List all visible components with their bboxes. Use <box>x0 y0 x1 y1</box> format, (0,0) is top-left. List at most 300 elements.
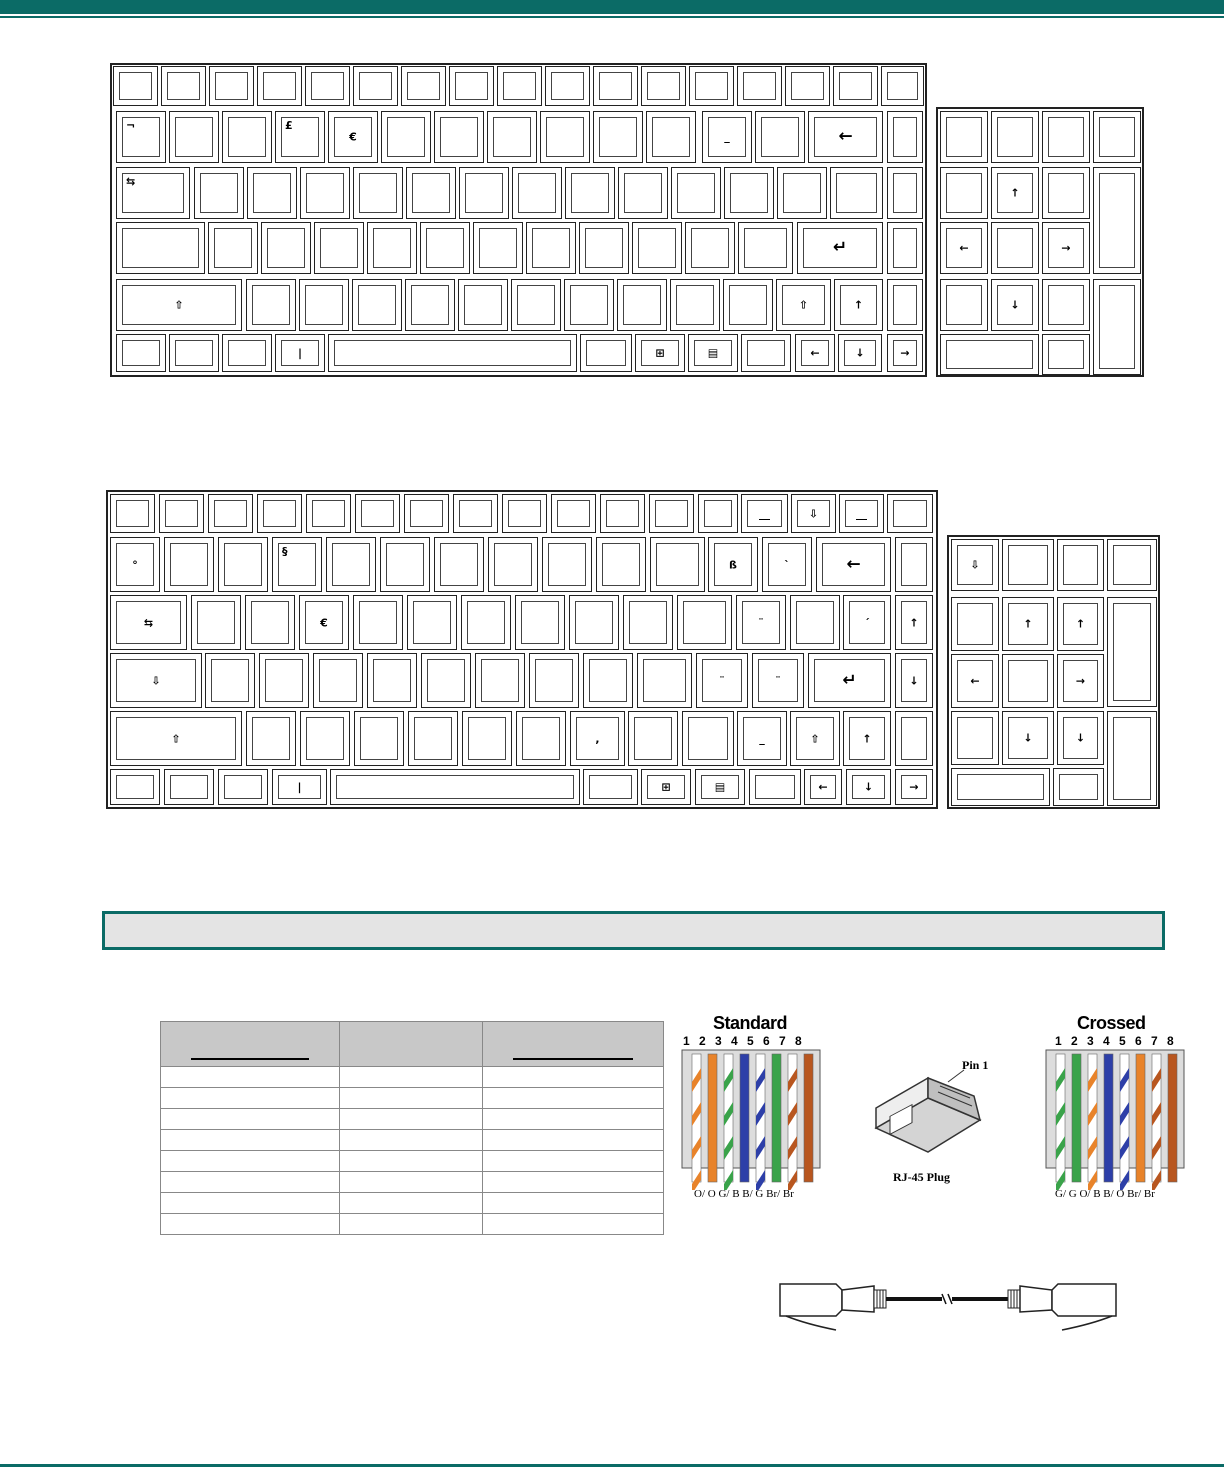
keyboard-1-key[interactable] <box>887 334 923 372</box>
keyboard-1-key[interactable] <box>405 279 455 331</box>
keyboard-2-key[interactable] <box>583 769 638 805</box>
keyboard-2-key[interactable] <box>164 537 214 592</box>
keyboard-2-key[interactable] <box>380 537 430 592</box>
keyboard-1-key-legend: € <box>349 130 357 144</box>
keyboard-1-key[interactable] <box>593 66 638 106</box>
keyboard-2-key[interactable] <box>110 537 160 592</box>
keyboard-1-key[interactable] <box>116 111 166 163</box>
keyboard-2-key[interactable] <box>354 711 404 766</box>
keyboard-1-key[interactable] <box>458 279 508 331</box>
keyboard-2-key[interactable] <box>110 653 202 708</box>
keyboard-1-key[interactable] <box>208 222 258 274</box>
keyboard-2-key[interactable] <box>516 711 566 766</box>
keyboard-1-key[interactable] <box>367 222 417 274</box>
keyboard-2-key[interactable] <box>816 537 891 592</box>
keyboard-2-key[interactable] <box>164 769 214 805</box>
keyboard-1-keypad-key[interactable] <box>1093 111 1141 163</box>
keyboard-2-key[interactable] <box>736 595 786 650</box>
keyboard-2-key-legend: __ <box>856 507 867 520</box>
keyboard-2-key[interactable] <box>272 769 327 805</box>
keyboard-2-key[interactable] <box>741 494 788 533</box>
keyboard-1-key[interactable] <box>169 334 219 372</box>
keyboard-2-key-legend: _ <box>759 732 765 745</box>
keyboard-1-key[interactable] <box>434 111 484 163</box>
keyboard-1-key[interactable] <box>169 111 219 163</box>
table-row <box>161 1067 664 1088</box>
standard-wire <box>788 1054 797 1190</box>
keyboard-1-key[interactable] <box>741 334 791 372</box>
keyboard-1-key[interactable] <box>838 334 882 372</box>
keyboard-2-key[interactable] <box>542 537 592 592</box>
keyboard-2-keypad-key[interactable] <box>1107 539 1157 591</box>
keyboard-1-keypad-key[interactable] <box>1093 167 1141 274</box>
standard-title: Standard <box>713 1013 788 1033</box>
keyboard-1-key[interactable] <box>314 222 364 274</box>
table-row <box>161 1109 664 1130</box>
keyboard-2-key[interactable] <box>839 494 884 533</box>
keyboard-1-key-legend: ↵ <box>832 237 848 258</box>
table-cell <box>161 1109 340 1130</box>
keyboard-2-key[interactable] <box>110 711 242 766</box>
keyboard-1-key[interactable] <box>617 279 667 331</box>
keyboard-1-key-legend: ⇧ <box>798 298 809 312</box>
keyboard-1-key[interactable] <box>785 66 830 106</box>
keyboard-2-keypad-key[interactable] <box>1002 711 1054 765</box>
table-cell <box>482 1193 663 1214</box>
keyboard-2-keypad-key[interactable] <box>1053 768 1104 806</box>
keyboard-2-key[interactable] <box>628 711 678 766</box>
keyboard-2-keypad-key[interactable] <box>1057 654 1104 708</box>
keyboard-2-key-legend: ¨ <box>775 674 781 687</box>
keyboard-2-key[interactable] <box>299 595 349 650</box>
keyboard-2-key[interactable] <box>246 711 296 766</box>
keyboard-1-key[interactable] <box>247 167 297 219</box>
keyboard-1-key[interactable] <box>565 167 615 219</box>
keyboard-1-key[interactable] <box>116 222 205 274</box>
keyboard-1-key[interactable] <box>299 279 349 331</box>
keyboard-1-key[interactable] <box>381 111 431 163</box>
keyboard-2-key[interactable] <box>257 494 302 533</box>
keyboard-2-key-legend: | <box>297 780 302 794</box>
keyboard-1-key[interactable] <box>833 66 878 106</box>
keyboard-1-keypad-key[interactable] <box>991 279 1039 331</box>
keyboard-2-key[interactable] <box>272 537 322 592</box>
table-cell <box>482 1067 663 1088</box>
keyboard-2-key[interactable] <box>453 494 498 533</box>
keyboard-2-key[interactable] <box>790 711 840 766</box>
keyboard-2-keypad-key[interactable] <box>1057 539 1104 591</box>
keyboard-2-key[interactable] <box>677 595 732 650</box>
keyboard-1-keypad-key[interactable] <box>1042 222 1090 274</box>
keyboard-1-keypad-key[interactable] <box>940 222 988 274</box>
keyboard-2-keypad-key[interactable] <box>1057 597 1104 651</box>
keyboard-1-key[interactable] <box>685 222 735 274</box>
table-cell <box>340 1151 482 1172</box>
keyboard-2-key[interactable] <box>708 537 758 592</box>
keyboard-2-key[interactable] <box>330 769 580 805</box>
keyboard-2-key[interactable] <box>551 494 596 533</box>
crossed-frame <box>1046 1050 1184 1168</box>
keyboard-1-key[interactable] <box>161 66 206 106</box>
keyboard-2-key[interactable] <box>682 711 734 766</box>
keyboard-2-keypad-key-legend: ↑ <box>1023 617 1033 631</box>
keyboard-2-key[interactable] <box>600 494 645 533</box>
keyboard-2-key[interactable] <box>488 537 538 592</box>
keyboard-1-key[interactable] <box>512 167 562 219</box>
pin1-label: Pin 1 <box>962 1058 989 1072</box>
keyboard-1-key[interactable] <box>353 66 398 106</box>
crossed-wire <box>1168 1054 1177 1182</box>
keyboard-2-key[interactable] <box>895 711 933 766</box>
keyboard-2-key[interactable] <box>502 494 547 533</box>
keyboard-2-key-legend: ← <box>846 554 861 574</box>
keyboard-2-key-legend: § <box>282 545 288 558</box>
keyboard-1-key[interactable] <box>300 167 350 219</box>
keyboard-2-keypad-key[interactable] <box>951 539 999 591</box>
keyboard-2-key[interactable] <box>623 595 673 650</box>
table-cell <box>482 1088 663 1109</box>
keyboard-1-key[interactable] <box>526 222 576 274</box>
keyboard-2-key-legend: ⊞ <box>661 780 671 794</box>
keyboard-1-key-legend: ← <box>838 126 853 147</box>
table-cell <box>340 1109 482 1130</box>
keyboard-1-key[interactable] <box>353 167 403 219</box>
keyboard-1-keypad-key[interactable] <box>940 279 988 331</box>
keyboard-2-key-legend: __ <box>759 507 770 520</box>
keyboard-2-keypad-key[interactable] <box>1107 711 1157 806</box>
rj45-plug-label: RJ-45 Plug <box>893 1170 950 1184</box>
keyboard-1-key[interactable] <box>275 334 325 372</box>
keyboard-1-key[interactable] <box>670 279 720 331</box>
keyboard-1-key[interactable] <box>887 167 923 219</box>
keyboard-2-keypad-key[interactable] <box>1057 711 1104 765</box>
keyboard-2-key[interactable] <box>110 494 155 533</box>
keyboard-2-key[interactable] <box>404 494 449 533</box>
keyboard-2-key-legend: ¨ <box>758 616 764 629</box>
keyboard-1-key[interactable] <box>564 279 614 331</box>
keyboard-2-key-legend: ⇩ <box>151 674 161 687</box>
keyboard-2-key[interactable] <box>596 537 646 592</box>
keyboard-2-key[interactable] <box>804 769 842 805</box>
table-cell <box>340 1067 482 1088</box>
keyboard-2-keypad-key-legend: ↑ <box>1075 617 1086 631</box>
keyboard-1-keypad-key-legend: ↑ <box>1010 186 1020 200</box>
keyboard-1-key[interactable] <box>738 222 793 274</box>
crossed-wire <box>1056 1054 1065 1190</box>
keyboard-1-key[interactable] <box>635 334 685 372</box>
keyboard-2-key[interactable] <box>762 537 812 592</box>
keyboard-1-key[interactable] <box>420 222 470 274</box>
keyboard-2-key[interactable] <box>306 494 351 533</box>
keyboard-1-key[interactable] <box>261 222 311 274</box>
keyboard-1-key[interactable] <box>487 111 537 163</box>
keyboard-1-key[interactable] <box>737 66 782 106</box>
crossed-wiring-diagram <box>1044 1048 1186 1190</box>
keyboard-1-key[interactable] <box>540 111 590 163</box>
keyboard-1-key[interactable] <box>511 279 561 331</box>
crossed-wire <box>1072 1054 1081 1182</box>
keyboard-1-key[interactable] <box>887 222 923 274</box>
keyboard-1-key[interactable] <box>755 111 805 163</box>
keyboard-1-key-legend: _ <box>724 130 730 144</box>
keyboard-1-key[interactable] <box>618 167 668 219</box>
keyboard-2-key[interactable] <box>259 653 309 708</box>
keyboard-2-key[interactable] <box>218 769 268 805</box>
keyboard-2-key-legend: ° <box>132 558 138 571</box>
table-cell <box>161 1088 340 1109</box>
keyboard-2-key-legend: ⇩ <box>808 507 819 520</box>
table-cell <box>340 1130 482 1151</box>
keyboard-2-key[interactable] <box>515 595 565 650</box>
keyboard-1-key[interactable] <box>646 111 696 163</box>
table-cell <box>340 1214 482 1235</box>
keyboard-2-key[interactable] <box>887 494 933 533</box>
keyboard-1-key[interactable] <box>641 66 686 106</box>
keyboard-1-key[interactable] <box>497 66 542 106</box>
keyboard-2-key[interactable] <box>843 595 891 650</box>
keyboard-1-key[interactable] <box>406 167 456 219</box>
keyboard-1-key-legend: ¬ <box>126 119 136 132</box>
standard-frame <box>682 1050 820 1168</box>
keyboard-2-key[interactable] <box>313 653 363 708</box>
keyboard-2-key[interactable] <box>529 653 579 708</box>
keyboard-2-keypad-key[interactable] <box>1002 654 1054 708</box>
keyboard-2-key[interactable] <box>637 653 692 708</box>
table-cell <box>482 1214 663 1235</box>
table-row <box>161 1088 664 1109</box>
keyboard-1-key[interactable] <box>209 66 254 106</box>
keyboard-1-key-legend: ▤ <box>707 346 719 360</box>
keyboard-1-key[interactable] <box>545 66 590 106</box>
keyboard-1-key[interactable] <box>222 111 272 163</box>
keyboard-1-keypad-key[interactable] <box>1042 167 1090 219</box>
keyboard-2-key[interactable] <box>790 595 840 650</box>
keyboard-1-keypad-key[interactable] <box>940 167 988 219</box>
keyboard-1-key[interactable] <box>724 167 774 219</box>
keyboard-1-key[interactable] <box>275 111 325 163</box>
keyboard-2-key[interactable] <box>641 769 691 805</box>
keyboard-2-key-legend: → <box>909 780 919 794</box>
keyboard-1-key[interactable] <box>795 334 835 372</box>
keyboard-1-keypad-key-legend: → <box>1061 241 1071 255</box>
keyboard-2-key[interactable] <box>159 494 204 533</box>
keyboard-1-keypad-key[interactable] <box>940 111 988 163</box>
keyboard-2-key[interactable] <box>355 494 400 533</box>
keyboard-1-key[interactable] <box>116 334 166 372</box>
keyboard-2-key-legend: ▤ <box>714 780 726 794</box>
keyboard-1-keypad-key[interactable] <box>991 167 1039 219</box>
standard-wire <box>724 1054 733 1190</box>
table-row <box>161 1214 664 1235</box>
keyboard-2-key[interactable] <box>475 653 525 708</box>
table-cell <box>340 1172 482 1193</box>
keyboard-1-keypad-key[interactable] <box>940 334 1039 375</box>
section-heading-bar <box>102 911 1165 950</box>
keyboard-1-key[interactable] <box>352 279 402 331</box>
keyboard-1-key-legend: | <box>297 346 303 360</box>
keyboard-1-keypad-key[interactable] <box>1042 334 1090 375</box>
keyboard-2-key-legend: ↓ <box>863 780 874 794</box>
keyboard-1-keypad-key[interactable] <box>1042 111 1090 163</box>
table-cell <box>161 1067 340 1088</box>
keyboard-2-key[interactable] <box>191 595 241 650</box>
keyboard-1-keypad-key[interactable] <box>991 111 1039 163</box>
keyboard-1-key[interactable] <box>222 334 272 372</box>
keyboard-2-key[interactable] <box>695 769 745 805</box>
crossed-color-labels: G/ G O/ B B/ O Br/ Br <box>1055 1188 1155 1200</box>
table-row <box>161 1151 664 1172</box>
keyboard-1-key[interactable] <box>881 66 924 106</box>
keyboard-1-key[interactable] <box>257 66 302 106</box>
keyboard-2-key[interactable] <box>110 595 187 650</box>
keyboard-1-key[interactable] <box>702 111 752 163</box>
keyboard-2-key-legend: ↑ <box>862 732 872 745</box>
keyboard-2-key[interactable] <box>895 595 933 650</box>
keyboard-2-keypad-key[interactable] <box>1002 597 1054 651</box>
keyboard-1-key[interactable] <box>776 279 831 331</box>
pin-table-header-3 <box>482 1022 663 1067</box>
keyboard-2-key[interactable] <box>353 595 403 650</box>
keyboard-1-key[interactable] <box>246 279 296 331</box>
keyboard-2-key[interactable] <box>462 711 512 766</box>
crossed-wire <box>1120 1054 1129 1190</box>
keyboard-2-key[interactable] <box>205 653 255 708</box>
table-row <box>161 1130 664 1151</box>
crossed-wire <box>1152 1054 1161 1190</box>
table-cell <box>161 1130 340 1151</box>
keyboard-1-key[interactable] <box>113 66 158 106</box>
standard-wire <box>740 1054 749 1182</box>
keyboard-2-keypad-key[interactable] <box>951 654 999 708</box>
crossed-wire <box>1088 1054 1097 1190</box>
keyboard-1-key[interactable] <box>688 334 738 372</box>
keyboard-2-key[interactable] <box>649 494 694 533</box>
keyboard-1-key[interactable] <box>887 279 923 331</box>
keyboard-1-key[interactable] <box>632 222 682 274</box>
keyboard-2-key[interactable] <box>407 595 457 650</box>
keyboard-2-key[interactable] <box>110 769 160 805</box>
keyboard-2-key[interactable] <box>245 595 295 650</box>
rj45-plug-icon <box>868 1068 988 1160</box>
table-cell <box>161 1172 340 1193</box>
keyboard-1-key[interactable] <box>689 66 734 106</box>
table-row <box>161 1172 664 1193</box>
standard-color-labels: O/ O G/ B B/ G Br/ Br <box>694 1188 794 1200</box>
keyboard-2-key[interactable] <box>570 711 625 766</box>
keyboard-1-keypad-key[interactable] <box>1093 279 1141 375</box>
keyboard-1-keypad-key[interactable] <box>1042 279 1090 331</box>
keyboard-2-key[interactable] <box>808 653 891 708</box>
keyboard-2-key[interactable] <box>696 653 748 708</box>
keyboard-2-key[interactable] <box>408 711 458 766</box>
keyboard-2-key[interactable] <box>752 653 804 708</box>
keyboard-2-key[interactable] <box>367 653 417 708</box>
keyboard-2-key[interactable] <box>461 595 511 650</box>
keyboard-1-key[interactable] <box>797 222 883 274</box>
keyboard-2-key-legend: ← <box>818 780 828 794</box>
keyboard-1-key-legend: ⇧ <box>174 298 184 312</box>
keyboard-1-key[interactable] <box>723 279 773 331</box>
keyboard-2-key[interactable] <box>300 711 350 766</box>
keyboard-2-key[interactable] <box>846 769 891 805</box>
keyboard-2-key-legend: ⇧ <box>171 732 181 745</box>
patch-cable-icon <box>776 1272 1122 1336</box>
table-cell <box>161 1214 340 1235</box>
keyboard-2-key[interactable] <box>650 537 705 592</box>
keyboard-2-key[interactable] <box>895 537 933 592</box>
keyboard-1-key[interactable] <box>579 222 629 274</box>
keyboard-1-key[interactable] <box>116 167 190 219</box>
keyboard-2-key-legend: ⇧ <box>810 732 820 745</box>
table-cell <box>161 1151 340 1172</box>
table-cell <box>482 1109 663 1130</box>
keyboard-1-key[interactable] <box>449 66 494 106</box>
standard-wire <box>772 1054 781 1182</box>
keyboard-2-key[interactable] <box>749 769 801 805</box>
keyboard-1-key[interactable] <box>808 111 883 163</box>
crossed-pin-numbers: 1 2 3 4 5 6 7 8 <box>1055 1034 1177 1048</box>
keyboard-2-key-legend: ↑ <box>909 616 919 629</box>
keyboard-2-key-legend: € <box>320 616 328 629</box>
keyboard-1-key[interactable] <box>777 167 827 219</box>
keyboard-1-key[interactable] <box>671 167 721 219</box>
keyboard-2-keypad-key[interactable] <box>1002 539 1054 591</box>
keyboard-1-key[interactable] <box>194 167 244 219</box>
keyboard-1-key[interactable] <box>593 111 643 163</box>
keyboard-2-key[interactable] <box>421 653 471 708</box>
keyboard-2-keypad-key[interactable] <box>951 768 1050 806</box>
keyboard-2-key[interactable] <box>737 711 787 766</box>
keyboard-1-key[interactable] <box>459 167 509 219</box>
keyboard-2-key[interactable] <box>895 769 933 805</box>
keyboard-2-key-legend: ß <box>729 558 737 571</box>
keyboard-2-keypad-key[interactable] <box>1107 597 1157 707</box>
keyboard-1-key[interactable] <box>830 167 883 219</box>
header-rule <box>0 16 1224 18</box>
keyboard-1-key[interactable] <box>887 111 923 163</box>
keyboard-2-key[interactable] <box>791 494 836 533</box>
keyboard-1-key[interactable] <box>328 334 577 372</box>
keyboard-2-keypad-key-legend: ↓ <box>1075 731 1086 745</box>
standard-pin-numbers: 1 2 3 4 5 6 7 8 <box>683 1034 805 1048</box>
keyboard-1-key[interactable] <box>834 279 883 331</box>
keyboard-1-key[interactable] <box>473 222 523 274</box>
keyboard-2-key[interactable] <box>326 537 376 592</box>
keyboard-2-keypad-key[interactable] <box>951 711 999 765</box>
standard-wire <box>692 1054 701 1190</box>
keyboard-1-keypad-key-legend: ← <box>959 241 969 255</box>
keyboard-1-key[interactable] <box>580 334 632 372</box>
keyboard-1-key[interactable] <box>305 66 350 106</box>
pin-table-header-2 <box>340 1022 482 1067</box>
pin-table <box>160 1021 664 1235</box>
keyboard-1-key[interactable] <box>401 66 446 106</box>
keyboard-2-keypad-key[interactable] <box>951 597 999 651</box>
keyboard-2-keypad-key-legend: ← <box>970 674 980 688</box>
keyboard-1-key[interactable] <box>116 279 242 331</box>
keyboard-2-key[interactable] <box>698 494 738 533</box>
keyboard-2-key[interactable] <box>843 711 891 766</box>
keyboard-2-key[interactable] <box>218 537 268 592</box>
keyboard-1-keypad-key[interactable] <box>991 222 1039 274</box>
keyboard-2-key[interactable] <box>583 653 633 708</box>
keyboard-2-key[interactable] <box>434 537 484 592</box>
keyboard-2-key[interactable] <box>895 653 933 708</box>
keyboard-2-keypad-key-legend: → <box>1075 674 1086 688</box>
keyboard-2-key[interactable] <box>569 595 619 650</box>
keyboard-1-key[interactable] <box>328 111 378 163</box>
keyboard-2-key[interactable] <box>208 494 253 533</box>
